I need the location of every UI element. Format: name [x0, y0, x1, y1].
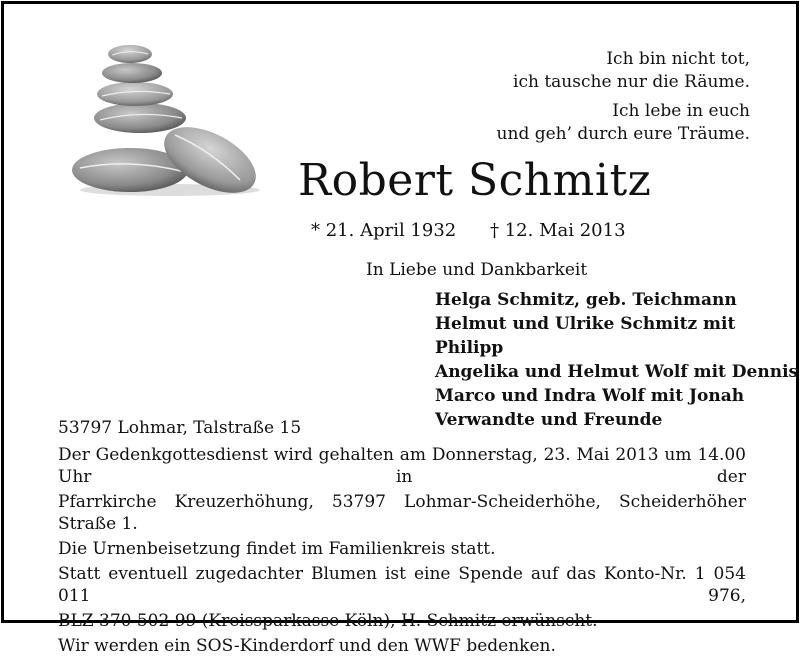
stone-upper-2 [102, 63, 162, 83]
deceased-name: Robert Schmitz [298, 155, 652, 206]
birth-date: * 21. April 1932 [311, 220, 457, 241]
quote-line: Ich lebe in euch [612, 101, 750, 121]
death-date: † 12. Mai 2013 [490, 220, 626, 241]
mourner-name: Helmut und Ulrike Schmitz mit Philipp [435, 314, 736, 358]
mourner-name: Angelika und Helmut Wolf mit Dennis [435, 362, 799, 382]
mourner-name: Marco und Indra Wolf mit Jonah [435, 386, 745, 406]
mourners-list [435, 288, 800, 432]
info-line: Die Urnenbeisetzung findet im Familienkreis statt. [58, 539, 496, 559]
quote-line: und geh’ durch eure Träume. [496, 124, 750, 144]
info-line: Statt eventuell zugedachter Blumen ist eine Spende auf das Konto-Nr. 1 054 011 976, [58, 564, 746, 606]
service-info [58, 444, 746, 660]
mourner-name: Helga Schmitz, geb. Teichmann [435, 290, 737, 310]
quote-line: Ich bin nicht tot, [606, 49, 750, 69]
info-line: Wir werden ein SOS-Kinderdorf und den WWF bedenken. [58, 636, 556, 656]
stacked-stones-image [60, 40, 260, 200]
info-line: Der Gedenkgottesdienst wird gehalten am Donnerstag, 23. Mai 2013 um 14.00 Uhr in der [58, 445, 746, 487]
quote-line: ich tausche nur die Räume. [513, 72, 750, 92]
mourners-intro: In Liebe und Dankbarkeit [366, 260, 588, 280]
poem-quote [497, 48, 750, 152]
info-line: BLZ 370 502 99 (Kreissparkasse Köln), H. Schmitz erwünscht. [58, 611, 598, 631]
family-address: 53797 Lohmar, Talstraße 15 [58, 418, 302, 438]
mourner-name: Verwandte und Freunde [435, 410, 663, 430]
info-line: Pfarrkirche Kreuzerhöhung, 53797 Lohmar-Scheiderhöhe, Scheiderhöher Straße 1. [58, 492, 746, 534]
